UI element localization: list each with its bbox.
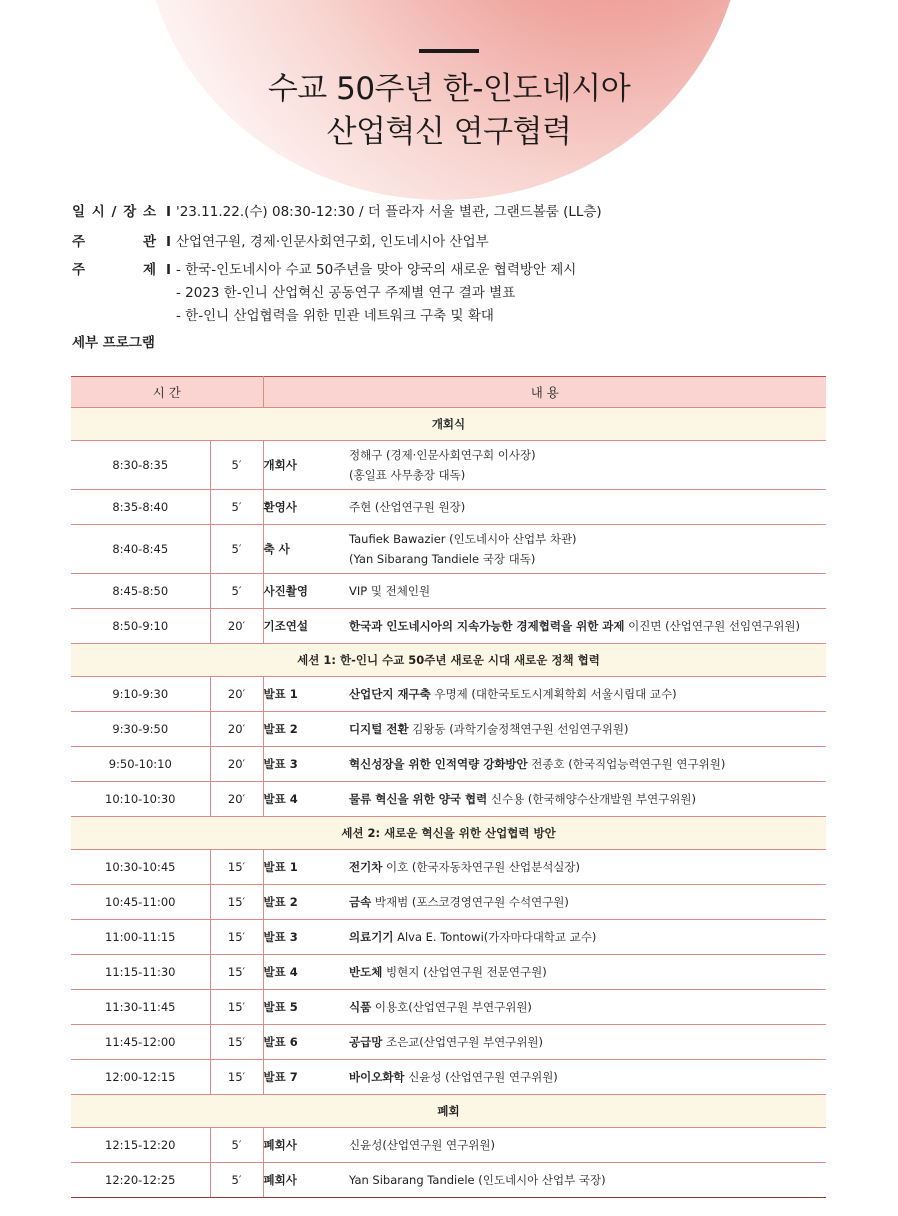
table-row [71,1060,826,1095]
topic-title: 전기차 [349,860,383,874]
role-cell: 발표 3 [263,747,349,782]
info-label: 주 제 [72,262,156,278]
role-cell: 폐회사 [263,1128,349,1163]
time-cell: 12:00-12:15 [71,1060,210,1095]
speaker-text: 이진면 (산업연구원 선임연구위원) [624,619,800,633]
role-cell: 발표 7 [263,1060,349,1095]
duration-cell: 15′ [210,955,263,990]
table-row [71,1163,826,1198]
topic-title: 바이오화학 [349,1070,405,1084]
table-row [71,747,826,782]
header-time: 시 간 [71,377,263,408]
time-cell: 8:35-8:40 [71,490,210,525]
table-row [71,782,826,817]
speaker-text: 정해구 (경제·인문사회연구회 이사장) [349,448,536,462]
program-table-body [71,377,826,1198]
content-cell [349,677,826,712]
table-row [71,677,826,712]
content-cell [349,885,826,920]
speaker-text: VIP 및 전체인원 [349,584,431,598]
section-title: 세션 2: 새로운 혁신을 위한 산업협력 방안 [71,817,826,850]
content-cell [349,1163,826,1198]
role-cell: 폐회사 [263,1163,349,1198]
duration-cell: 15′ [210,1025,263,1060]
speaker-text: 우명제 (대한국토도시계획학회 서울시립대 교수) [430,687,677,701]
content-cell [349,747,826,782]
speaker-text: Taufiek Bawazier (인도네시아 산업부 차관) [349,532,577,546]
role-cell: 발표 4 [263,955,349,990]
duration-cell: 5′ [210,1163,263,1198]
speaker-note: (Yan Sibarang Tandiele 국장 대독) [349,552,536,566]
speaker-text: 박재범 (포스코경영연구원 수석연구원) [371,895,569,909]
role-cell: 축 사 [263,525,349,574]
duration-cell: 15′ [210,990,263,1025]
content-cell [349,1128,826,1163]
table-row [71,920,826,955]
section-row [71,644,826,677]
info-separator: I [166,262,172,278]
program-table [71,376,826,1198]
duration-cell: 20′ [210,677,263,712]
time-cell: 8:40-8:45 [71,525,210,574]
section-title: 개회식 [71,408,826,441]
info-value: 산업연구원, 경제·인문사회연구회, 인도네시아 산업부 [176,234,489,250]
table-row [71,441,826,490]
duration-cell: 5′ [210,574,263,609]
role-cell: 발표 1 [263,677,349,712]
time-cell: 12:15-12:20 [71,1128,210,1163]
content-cell [349,712,826,747]
program-heading: 세부 프로그램 [72,335,155,351]
time-cell: 11:00-11:15 [71,920,210,955]
content-cell [349,990,826,1025]
info-separator: I [166,204,172,220]
speaker-text: 김왕동 (과학기술정책연구원 선임연구위원) [408,722,629,736]
table-row [71,955,826,990]
header-content: 내 용 [263,377,826,408]
speaker-text: 신윤성 (산업연구원 연구위원) [404,1070,558,1084]
content-cell [349,525,826,574]
speaker-text: 주현 (산업연구원 원장) [349,500,466,514]
info-theme-item: - 한-인니 산업협력을 위한 민관 네트워크 구축 및 확대 [176,308,494,324]
role-cell: 발표 3 [263,920,349,955]
time-cell: 9:50-10:10 [71,747,210,782]
topic-title: 반도체 [349,965,383,979]
time-cell: 9:10-9:30 [71,677,210,712]
duration-cell: 15′ [210,920,263,955]
table-row [71,885,826,920]
info-label: 일 시 / 장 소 [72,204,156,220]
role-cell: 발표 6 [263,1025,349,1060]
topic-title: 산업단지 재구축 [349,687,431,701]
time-cell: 11:45-12:00 [71,1025,210,1060]
content-cell [349,609,826,644]
speaker-note: (홍일표 사무총장 대독) [349,468,466,482]
table-row [71,525,826,574]
role-cell: 발표 2 [263,712,349,747]
role-cell: 발표 2 [263,885,349,920]
duration-cell: 5′ [210,525,263,574]
speaker-text: Yan Sibarang Tandiele (인도네시아 산업부 국장) [349,1173,606,1187]
topic-title: 식품 [349,1000,372,1014]
table-row [71,490,826,525]
time-cell: 11:30-11:45 [71,990,210,1025]
time-cell: 8:30-8:35 [71,441,210,490]
time-cell: 9:30-9:50 [71,712,210,747]
content-cell [349,441,826,490]
section-title: 폐회 [71,1095,826,1128]
role-cell: 발표 4 [263,782,349,817]
topic-title: 금속 [349,895,372,909]
content-cell [349,1025,826,1060]
time-cell: 10:45-11:00 [71,885,210,920]
info-theme-item: - 한국-인도네시아 수교 50주년을 맞아 양국의 새로운 협력방안 제시 [176,262,577,278]
info-separator: I [166,234,172,250]
content-cell [349,920,826,955]
role-cell: 사진촬영 [263,574,349,609]
speaker-text: 신수용 (한국해양수산개발원 부연구위원) [487,792,697,806]
table-row [71,850,826,885]
topic-title: 공급망 [349,1035,383,1049]
duration-cell: 20′ [210,712,263,747]
speaker-text: 빙현지 (산업연구원 전문연구원) [382,965,547,979]
speaker-text: 조은교(산업연구원 부연구위원) [382,1035,544,1049]
table-row [71,990,826,1025]
speaker-text: Alva E. Tontowi(가자마다대학교 교수) [393,930,597,944]
topic-title: 한국과 인도네시아의 지속가능한 경제협력을 위한 과제 [349,619,625,633]
table-row [71,1025,826,1060]
content-cell [349,850,826,885]
speaker-text: 신윤성(산업연구원 연구위원) [349,1138,495,1152]
topic-title: 의료기기 [349,930,394,944]
table-row [71,712,826,747]
speaker-text: 이호 (한국자동차연구원 산업분석실장) [382,860,581,874]
role-cell: 발표 5 [263,990,349,1025]
time-cell: 10:10-10:30 [71,782,210,817]
section-row [71,1095,826,1128]
time-cell: 10:30-10:45 [71,850,210,885]
time-cell: 8:50-9:10 [71,609,210,644]
topic-title: 물류 혁신을 위한 양국 협력 [349,792,488,806]
page-title-line2: 산업혁신 연구협력 [326,114,572,150]
content-cell [349,574,826,609]
page-title-line1: 수교 50주년 한-인도네시아 [267,71,631,107]
duration-cell: 20′ [210,747,263,782]
role-cell: 환영사 [263,490,349,525]
role-cell: 기조연설 [263,609,349,644]
topic-title: 디지털 전환 [349,722,409,736]
speaker-text: 이용호(산업연구원 부연구위원) [371,1000,532,1014]
duration-cell: 5′ [210,1128,263,1163]
table-row [71,574,826,609]
duration-cell: 15′ [210,850,263,885]
section-title: 세션 1: 한-인니 수교 50주년 새로운 시대 새로운 정책 협력 [71,644,826,677]
content-cell [349,955,826,990]
title-accent-bar [419,49,479,53]
info-theme-item: - 2023 한-인니 산업혁신 공동연구 주제별 연구 결과 별표 [176,285,516,301]
section-row [71,408,826,441]
info-label: 주 관 [72,234,156,250]
content-cell [349,490,826,525]
content-cell [349,1060,826,1095]
duration-cell: 5′ [210,441,263,490]
role-cell: 발표 1 [263,850,349,885]
section-row [71,817,826,850]
duration-cell: 20′ [210,609,263,644]
table-row [71,609,826,644]
info-value: '23.11.22.(수) 08:30-12:30 / 더 플라자 서울 별관, 그랜드볼룸 (LL층) [176,204,602,220]
duration-cell: 15′ [210,885,263,920]
table-row [71,1128,826,1163]
table-header-row [71,377,826,408]
duration-cell: 5′ [210,490,263,525]
topic-title: 혁신성장을 위한 인적역량 강화방안 [349,757,528,771]
duration-cell: 15′ [210,1060,263,1095]
time-cell: 12:20-12:25 [71,1163,210,1198]
role-cell: 개회사 [263,441,349,490]
time-cell: 8:45-8:50 [71,574,210,609]
time-cell: 11:15-11:30 [71,955,210,990]
speaker-text: 전종호 (한국직업능력연구원 연구위원) [527,757,726,771]
content-cell [349,782,826,817]
duration-cell: 20′ [210,782,263,817]
